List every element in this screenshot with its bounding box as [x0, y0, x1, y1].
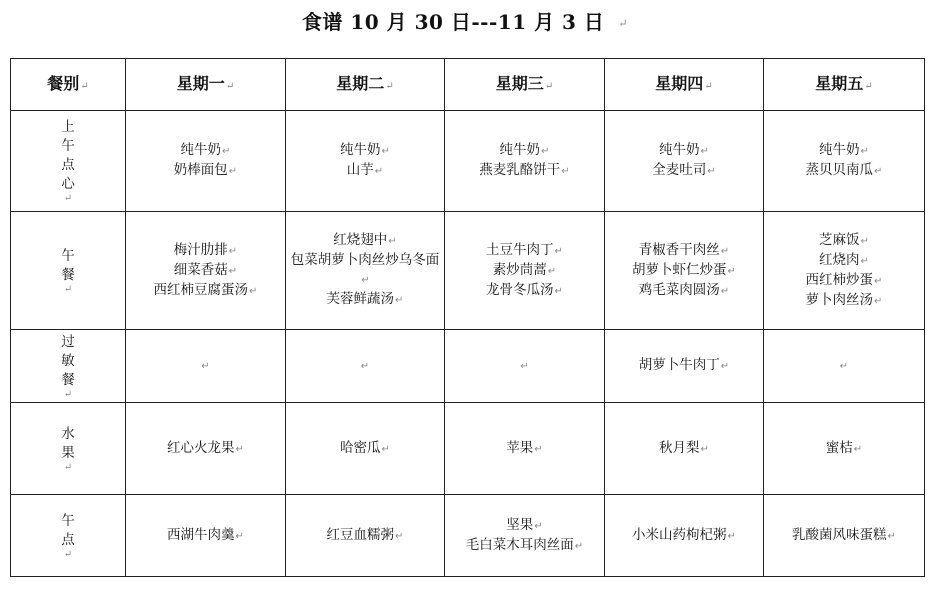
menu-cell	[286, 111, 445, 212]
menu-item: 燕麦乳酪饼干↵	[479, 162, 570, 178]
paragraph-mark-icon: ↵	[561, 166, 570, 177]
paragraph-mark-icon: ↵	[700, 443, 709, 455]
paragraph-mark-icon: ↵	[520, 361, 529, 372]
menu-item: 纯牛奶↵	[180, 142, 231, 158]
paragraph-mark-icon: ↵	[874, 166, 883, 177]
menu-body	[11, 111, 925, 577]
meal-category	[11, 403, 126, 495]
menu-cell	[445, 495, 605, 577]
menu-item: 纯牛奶↵	[819, 142, 869, 158]
paragraph-mark-icon: ↵	[381, 146, 390, 157]
menu-item: 奶棒面包↵	[173, 162, 238, 178]
menu-cell	[126, 330, 286, 403]
meal-category-char: 敏	[61, 352, 75, 369]
paragraph-mark-icon: ↵	[381, 443, 390, 455]
menu-cell	[605, 330, 764, 403]
paragraph-mark-icon: ↵	[225, 80, 235, 92]
menu-item: 蜜桔↵	[825, 439, 863, 456]
paragraph-mark-icon: ↵	[720, 285, 730, 297]
menu-item: 梅汁肋排↵	[173, 241, 238, 258]
meal-category	[11, 111, 126, 212]
meal-category-char: 水	[61, 425, 75, 442]
paragraph-mark-icon: ↵	[618, 16, 629, 30]
menu-item: 苹果↵	[506, 439, 543, 456]
paragraph-mark-icon: ↵	[235, 530, 244, 542]
meal-category	[11, 495, 126, 577]
menu-item: 纯牛奶↵	[340, 142, 390, 158]
menu-cell	[445, 111, 605, 212]
menu-item: 纯牛奶↵	[499, 142, 550, 158]
table-header-row	[11, 59, 925, 111]
paragraph-mark-icon: ↵	[63, 388, 73, 400]
paragraph-mark-icon: ↵	[63, 548, 73, 560]
table-row	[11, 212, 925, 330]
paragraph-mark-icon: ↵	[554, 285, 563, 297]
menu-item: 红心火龙果↵	[167, 439, 244, 456]
paragraph-mark-icon: ↵	[700, 146, 709, 157]
paragraph-mark-icon: ↵	[395, 295, 404, 306]
paragraph-mark-icon: ↵	[63, 283, 73, 295]
paragraph-mark-icon: ↵	[839, 361, 849, 372]
menu-item: 芝麻饭↵	[819, 231, 869, 248]
paragraph-mark-icon: ↵	[228, 245, 238, 257]
menu-cell	[764, 495, 925, 577]
paragraph-mark-icon: ↵	[574, 540, 584, 552]
menu-item: 西湖牛肉羹↵	[167, 526, 244, 543]
paragraph-mark-icon: ↵	[864, 80, 873, 92]
menu-item: 龙骨冬瓜汤↵	[486, 281, 563, 298]
menu-cell	[445, 212, 605, 330]
meal-category-char: 上	[61, 119, 75, 135]
meal-category-char: 餐	[61, 266, 75, 283]
paragraph-mark-icon: ↵	[80, 80, 89, 92]
meal-category-char: 餐	[61, 371, 75, 388]
meal-category-char: 果	[61, 444, 75, 461]
menu-item: 山芋↵	[346, 162, 384, 178]
meal-category-char: 点	[61, 531, 75, 548]
menu-item: 土豆牛肉丁↵	[486, 241, 563, 258]
menu-cell	[286, 330, 445, 403]
menu-item: 鸡毛菜肉圆汤↵	[638, 281, 730, 298]
paragraph-mark-icon: ↵	[720, 245, 730, 257]
paragraph-mark-icon: ↵	[360, 361, 370, 372]
meal-category-char: 点	[61, 157, 75, 173]
paragraph-mark-icon: ↵	[385, 80, 394, 92]
menu-cell	[605, 111, 764, 212]
menu-item: 西红柿豆腐蛋汤↵	[153, 281, 258, 298]
menu-item: 红豆血糯粥↵	[326, 526, 404, 543]
meal-category-char: 午	[61, 138, 75, 154]
meal-category-char: 午	[61, 247, 75, 264]
menu-item: 蒸贝贝南瓜↵	[805, 162, 883, 178]
title-prefix: 食谱	[301, 10, 351, 34]
paragraph-mark-icon: ↵	[874, 275, 883, 287]
menu-item: 全麦吐司↵	[652, 162, 716, 178]
menu-item: 萝卜肉丝汤↵	[805, 291, 883, 308]
paragraph-mark-icon: ↵	[860, 146, 869, 157]
paragraph-mark-icon: ↵	[727, 265, 736, 277]
menu-item: 坚果↵	[506, 516, 543, 533]
paragraph-mark-icon: ↵	[534, 520, 543, 532]
header-day: 星期四↵	[605, 59, 764, 111]
menu-cell	[445, 330, 605, 403]
paragraph-mark-icon: ↵	[235, 443, 244, 455]
menu-item: 红烧肉↵	[819, 251, 869, 268]
menu-cell	[286, 403, 445, 495]
paragraph-mark-icon: ↵	[727, 530, 736, 542]
meal-category-char: 过	[61, 333, 75, 350]
paragraph-mark-icon: ↵	[541, 146, 550, 157]
menu-item: 芙蓉鲜蔬汤↵	[326, 291, 404, 307]
menu-item: 胡萝卜虾仁炒蛋↵	[632, 261, 736, 278]
paragraph-mark-icon: ↵	[249, 285, 258, 297]
paragraph-mark-icon: ↵	[887, 530, 896, 542]
menu-item: 西红柿炒蛋↵	[805, 271, 883, 288]
paragraph-mark-icon: ↵	[704, 80, 713, 92]
menu-cell	[286, 495, 445, 577]
menu-cell	[286, 212, 445, 330]
paragraph-mark-icon: ↵	[222, 146, 231, 157]
paragraph-mark-icon: ↵	[544, 80, 554, 92]
title-date-range: 10 月 30 日---11 月 3 日	[350, 10, 605, 34]
menu-cell	[764, 403, 925, 495]
table-row	[11, 495, 925, 577]
menu-table	[10, 58, 925, 577]
menu-cell	[126, 212, 286, 330]
header-day: 星期五↵	[764, 59, 925, 111]
menu-item: 毛白菜木耳肉丝面↵	[465, 536, 584, 553]
paragraph-mark-icon: ↵	[860, 255, 869, 267]
menu-cell	[605, 212, 764, 330]
menu-cell	[126, 111, 286, 212]
paragraph-mark-icon: ↵	[374, 166, 384, 177]
meal-category-char: 午	[61, 512, 75, 529]
paragraph-mark-icon: ↵	[63, 461, 73, 473]
paragraph-mark-icon: ↵	[707, 166, 716, 177]
page-title	[0, 8, 930, 38]
paragraph-mark-icon: ↵	[547, 265, 557, 277]
menu-item: 青椒香干肉丝↵	[638, 241, 730, 258]
menu-item: 胡萝卜牛肉丁↵	[638, 357, 730, 373]
menu-cell	[445, 403, 605, 495]
table-row	[11, 330, 925, 403]
paragraph-mark-icon: ↵	[228, 166, 238, 177]
header-day: 星期二↵	[286, 59, 445, 111]
header-day: 星期一↵	[126, 59, 286, 111]
menu-cell	[764, 212, 925, 330]
header-day: 星期三↵	[445, 59, 605, 111]
meal-category	[11, 212, 126, 330]
paragraph-mark-icon: ↵	[720, 361, 730, 372]
menu-cell	[605, 495, 764, 577]
meal-category-char: 心	[61, 176, 75, 192]
menu-cell	[126, 403, 286, 495]
paragraph-mark-icon: ↵	[554, 245, 563, 257]
menu-item: 包菜胡萝卜肉丝炒乌冬面↵	[290, 252, 440, 286]
paragraph-mark-icon: ↵	[874, 295, 883, 307]
menu-cell	[764, 111, 925, 212]
paragraph-mark-icon: ↵	[395, 530, 404, 542]
paragraph-mark-icon: ↵	[388, 236, 397, 247]
paragraph-mark-icon: ↵	[534, 443, 543, 455]
paragraph-mark-icon: ↵	[361, 275, 370, 286]
menu-item: 红烧翅中↵	[333, 232, 397, 248]
menu-item: 秋月梨↵	[659, 439, 709, 456]
menu-item: 乳酸菌风味蛋糕↵	[792, 526, 896, 543]
menu-item: 哈密瓜↵	[340, 439, 390, 456]
menu-item: 素炒茼蒿↵	[492, 261, 557, 278]
menu-cell	[764, 330, 925, 403]
header-category: 餐别↵	[11, 59, 126, 111]
paragraph-mark-icon: ↵	[860, 235, 869, 247]
menu-item: 纯牛奶↵	[659, 142, 709, 158]
table-row	[11, 111, 925, 212]
paragraph-mark-icon: ↵	[228, 265, 238, 277]
menu-cell	[605, 403, 764, 495]
paragraph-mark-icon: ↵	[201, 361, 210, 372]
paragraph-mark-icon: ↵	[853, 443, 863, 455]
menu-cell	[126, 495, 286, 577]
meal-category	[11, 330, 126, 403]
menu-item: 小米山药枸杞粥↵	[632, 526, 736, 543]
table-row	[11, 403, 925, 495]
paragraph-mark-icon: ↵	[63, 193, 73, 204]
menu-item: 细菜香菇↵	[173, 261, 238, 278]
